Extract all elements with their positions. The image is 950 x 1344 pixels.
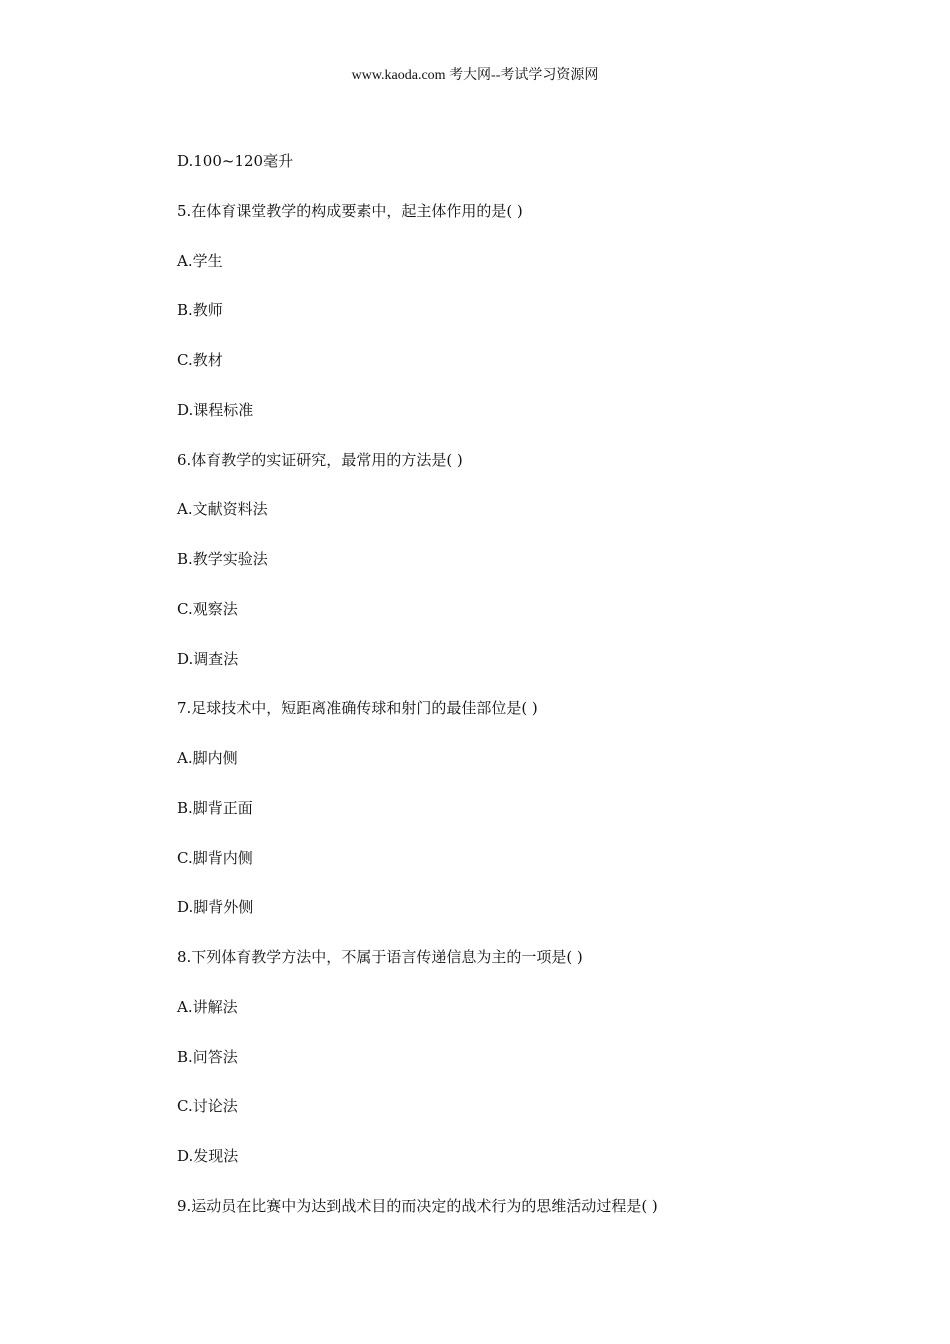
option-q5-d: D.课程标准 bbox=[177, 400, 254, 419]
option-q7-a: A.脚内侧 bbox=[177, 749, 238, 767]
option-q6-d: D.调查法 bbox=[177, 649, 239, 668]
option-q5-b: B.教师 bbox=[177, 301, 223, 320]
option-q6-c: C.观察法 bbox=[177, 599, 238, 618]
question-8: 8.下列体育教学方法中，不属于语言传递信息为主的一项是( ) bbox=[177, 948, 583, 966]
option-q6-a: A.文献资料法 bbox=[177, 500, 268, 519]
option-q8-b: B.问答法 bbox=[177, 1047, 238, 1066]
option-q4-d: D.100~120毫升 bbox=[177, 152, 294, 170]
option-q7-b: B.脚背正面 bbox=[177, 798, 253, 817]
option-q8-d: D.发现法 bbox=[177, 1147, 239, 1165]
question-9: 9.运动员在比赛中为达到战术目的而决定的战术行为的思维活动过程是( ) bbox=[177, 1196, 658, 1215]
option-q5-c: C.教材 bbox=[177, 351, 223, 369]
question-7: 7.足球技术中，短距离准确传球和射门的最佳部位是( ) bbox=[177, 699, 538, 718]
option-q6-b: B.教学实验法 bbox=[177, 550, 268, 568]
option-q5-a: A.学生 bbox=[177, 251, 223, 270]
option-q7-d: D.脚背外侧 bbox=[177, 898, 254, 917]
question-6: 6.体育教学的实证研究，最常用的方法是( ) bbox=[177, 450, 463, 469]
option-q8-a: A.讲解法 bbox=[177, 997, 238, 1016]
question-5: 5.在体育课堂教学的构成要素中，起主体作用的是( ) bbox=[177, 201, 523, 220]
option-q7-c: C.脚背内侧 bbox=[177, 848, 253, 867]
page-header: www.kaoda.com 考大网--考试学习资源网 bbox=[351, 68, 599, 83]
document-body bbox=[177, 150, 877, 1245]
option-q8-c: C.讨论法 bbox=[177, 1097, 238, 1116]
